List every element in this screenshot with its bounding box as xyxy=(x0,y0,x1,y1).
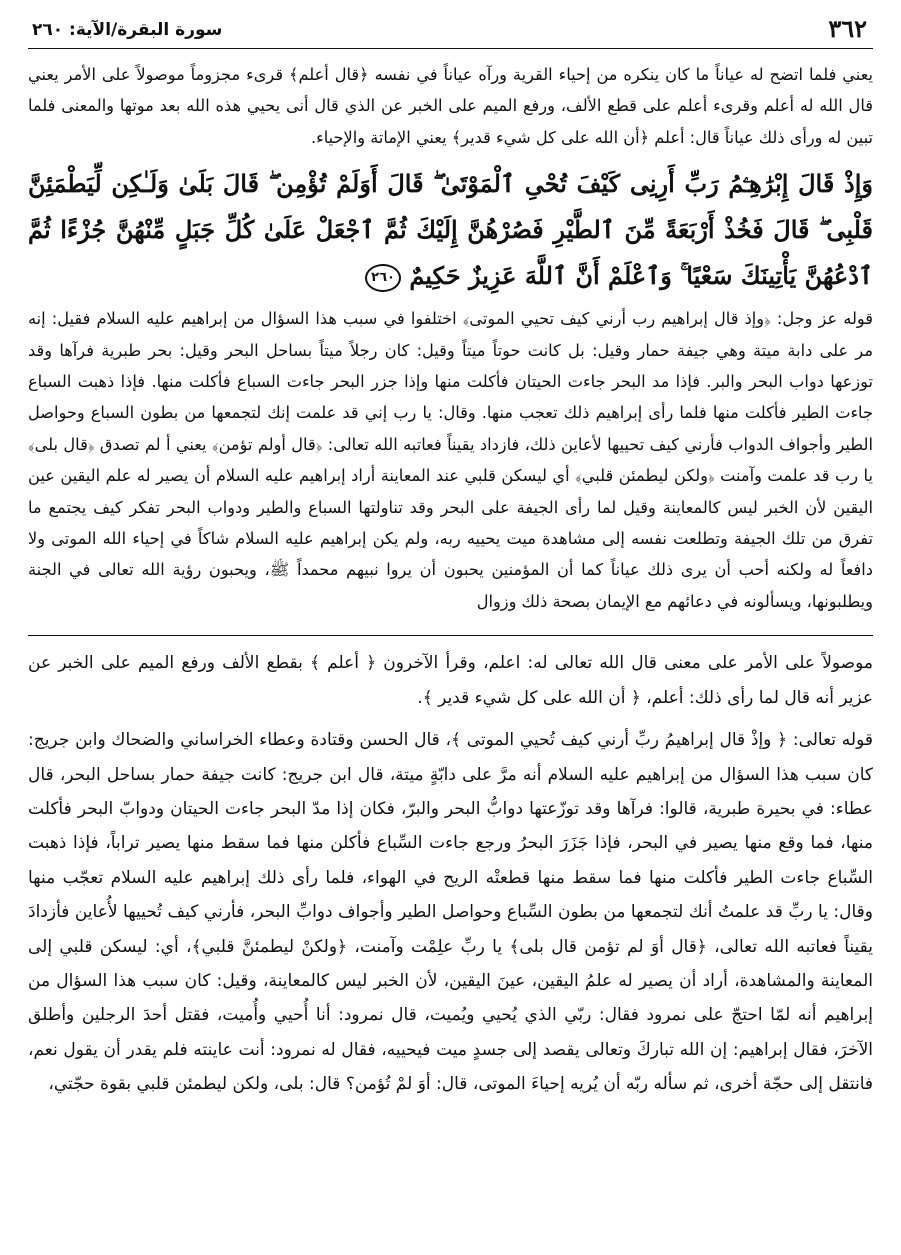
intro-paragraph: يعني فلما اتضح له عياناً ما كان ينكره من إحياء القرية ورآه عياناً في نفسه ﴿قال أعلم﴾ قرىء مجزوماً موصولاً على الأمر يعني قال الله له أعلم وقرىء أعلم على قطع الألف، ورفع الميم على الخبر عن الذي قال أنى يحيي هذه الله بعد موتها والمعنى فلما تبين له ورأى ذلك عياناً قال: أعلم ﴿أن الله على كل شيء قدير﴾ يعني الإماتة والإحياء. xyxy=(28,65,873,147)
lower-paragraph-1: موصولاً على الأمر على معنى قال الله تعالى له: اعلم، وقرأ الآخرون ﴿ أعلم ﴾ بقطع الألف ورفع الميم على الخبر عن عزير أنه قال لما رأى ذلك: أعلم، ﴿ أن الله على كل شيء قدير ﴾. xyxy=(28,653,873,708)
upper-commentary-section xyxy=(28,59,873,617)
quran-verse-block xyxy=(28,161,873,299)
page-number: ٣٦٢ xyxy=(828,14,867,43)
running-header xyxy=(28,14,873,49)
verse-number-marker: ٢٦٠ xyxy=(365,264,401,292)
section-divider xyxy=(28,635,873,636)
lower-paragraph-2: قوله تعالى: ﴿ وإذْ قال إبراهيمُ ربِّ أرني كيف تُحيي الموتى ﴾، قال الحسن وقتادة وعطاء الخراساني والضحاك وابن جريج: كان سبب هذا السؤال من إبراهيم عليه السلام أنه مرَّ على دابّةٍ ميتة، قال ابن جريج: كانت جيفة حمار بساحل البحر، قال عطاء: في بحيرة طبرية، قالوا: فرآها وقد توزّعتها دوابُّ البحر والبرّ، فكان إذا مدّ البحر جاءت الحيتان ودوابّ البحر فأكلت منها، فما وقع منها يصير في البحر، فإذا جَزَرَ البحرُ ورجع جاءت السِّباع فأكلن منها فما سقط منها يصير تراباً، فإذا ذهبت السِّباع جاءت الطير فأكلت منها فما سقط منها قطعتْه الريح في الهواء، فلما رأى ذلك إبراهيم عليه السلام تعجّب منها وقال: يا ربِّ قد علمتُ أنك لتجمعها من بطون السِّباع وحواصل الطير وأجواف دوابِّ البحر، فأرني كيف تُحييها لأُعاين فأزدادَ يقيناً فعاتبه الله تعالى، ﴿قال أوَ لم تؤمن قال بلى﴾ يا ربِّ علِمْت وآمنت، ﴿ولكنْ ليطمئنَّ قلبي﴾، أي: ليسكن قلبي إلى المعاينة والمشاهدة، أراد أن يصير له علمُ اليقين، عينَ اليقين، لأن الخبر ليس كالمعاينة، وقيل: كان سبب هذا السؤال من إبراهيم أنه لمّا احتجّ على نمرود فقال: ربّي الذي يُحيي ويُميت، قال نمرود: أنا أُحيي وأُميت، فقتل أحدَ الرجلين وأطلق الآخرَ، فقال إبراهيم: إن الله تباركَ وتعالى يقصد إلى جسدٍ ميت فيحييه، فقال له نمرود: أنت عاينته فلم يقدر أن يقول نعم، فانتقل إلى حجّة أخرى، ثم سأله ربّه أن يُريه إحياءَ الموتى، قال: أوَ لمْ تُؤمن؟ قال: بلى، ولكن ليطمئن قلبي بقوة حجّتي، xyxy=(28,730,873,1095)
quran-verse-text: وَإِذْ قَالَ إِبْرَٰهِـۧمُ رَبِّ أَرِنِى كَيْفَ تُحْىِ ٱلْمَوْتَىٰ ۖ قَالَ أَوَلَمْ تُؤْمِن ۖ قَالَ بَلَىٰ وَلَـٰكِن لِّيَطْمَئِنَّ قَلْبِى ۖ قَالَ فَخُذْ أَرْبَعَةً مِّنَ ٱلطَّيْرِ فَصُرْهُنَّ إِلَيْكَ ثُمَّ ٱجْعَلْ عَلَىٰ كُلِّ جَبَلٍ مِّنْهُنَّ جُزْءًا ثُمَّ ٱدْعُهُنَّ يَأْتِينَكَ سَعْيًا ۚ وَٱعْلَمْ أَنَّ ٱللَّهَ عَزِيزٌ حَكِيمٌ xyxy=(28,169,873,291)
book-page xyxy=(28,14,873,1244)
surah-verse-label: سورة البقرة/الآية: ٢٦٠ xyxy=(32,20,223,40)
commentary-paragraph: قوله عز وجل: ﴿وإذ قال إبراهيم رب أرني كيف تحيي الموتى﴾ اختلفوا في سبب هذا السؤال من إبراهيم عليه السلام فقيل: إنه مر على دابة ميتة وهي جيفة حمار وقيل: بل كانت حوتاً ميتاً وقيل: كان رجلاً ميتاً بساحل البحر وقيل: بحر طبرية فرآها وقد توزعها دواب البحر والبر. فإذا مد البحر جاءت الحيتان فأكلت منها وإذا جزر البحر جاءت السباع فأكلت منها. فإذا ذهبت السباع جاءت الطير فأكلت منها فلما رأى إبراهيم ذلك تعجب منها. وقال: يا رب إني قد علمت إنك لتجمعها من بطون السباع وحواصل الطير وأجواف الدواب فأرني كيف تحييها لأعاين ذلك، فازداد يقيناً فعاتبه الله تعالى: ﴿قال أولم تؤمن﴾ يعني أ لم تصدق ﴿قال بلى﴾ يا رب قد علمت وآمنت ﴿ولكن ليطمئن قلبي﴾ أي ليسكن قلبي عند المعاينة أراد إبراهيم عليه السلام أن يصير له علم اليقين عين اليقين لأن الخبر ليس كالمعاينة وقيل لما رأى الجيفة على البحر وقد تناولتها السباع والطير ودواب البحر تفكر كيف يجتمع ما تفرق من تلك الجيفة وتطلعت نفسه إلى مشاهدة ميت يحييه ربه، ولم يكن إبراهيم عليه السلام شاكاً في إحياء الله الموتى ولا دافعاً له ولكنه أحب أن يرى ذلك عياناً كما أن المؤمنين يحبون أن يروا نبيهم محمداً ﷺ، ويحبون رؤية الله تعالى في الجنة ويطلبونها، ويسألونه في دعائهم مع الإيمان بصحة ذلك وزوال xyxy=(28,309,873,611)
lower-commentary-section xyxy=(28,646,873,1101)
